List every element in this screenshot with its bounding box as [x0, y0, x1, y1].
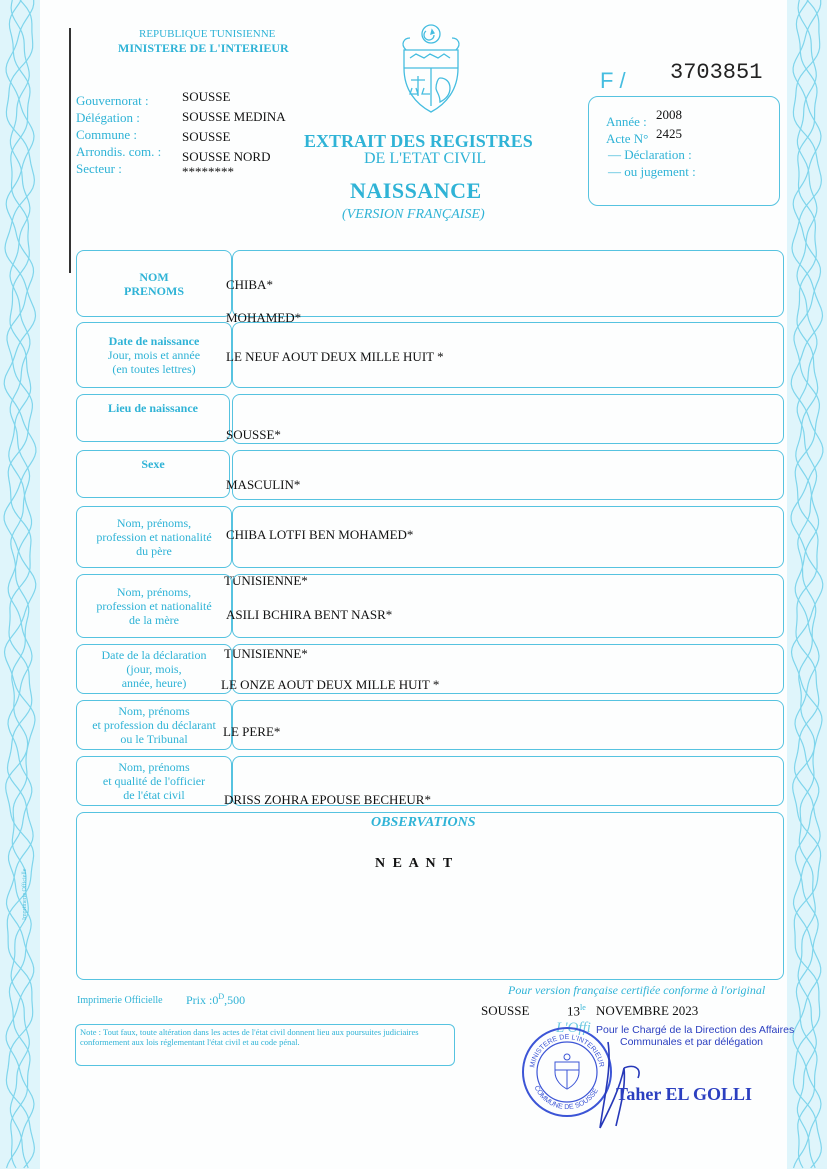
title-extrait: EXTRAIT DES REGISTRES [304, 131, 533, 151]
stamp-line-1: Pour le Chargé de la Direction des Affaires [596, 1024, 795, 1036]
nom-value: CHIBA* [226, 277, 273, 292]
declarant-label-3: ou le Tribunal [120, 732, 188, 746]
annee-label: Année : [606, 114, 647, 129]
nom-value-box [232, 250, 784, 317]
nom-label: NOM [139, 269, 169, 284]
pere-nationality-value: TUNISIENNE* [224, 573, 308, 588]
price-unit: D [218, 992, 225, 1001]
price-amount: ,500 [224, 993, 246, 1007]
signatory-name: Taher EL GOLLI [616, 1084, 753, 1104]
declarant-label-box [76, 700, 232, 750]
prenoms-label: PRENOMS [124, 283, 184, 298]
mere-label-2: profession et nationalité [96, 599, 212, 613]
lieu-value-box [232, 394, 784, 444]
legal-note: Note : Tout faux, toute altération dans les actes de l'état civil donnent lieu aux poursuites judiciaires conformement aux lois réglementant l'état civil et au code pénal. [80, 1027, 419, 1047]
date-naissance-sub1: Jour, mois et année [107, 348, 201, 362]
price-label [186, 992, 245, 1008]
republic-label: REPUBLIQUE TUNISIENNE [139, 28, 276, 40]
annee-value: 2008 [656, 107, 682, 122]
pere-label-3: du père [136, 544, 172, 558]
lieu-label: Lieu de naissance [107, 401, 198, 415]
declaration-date-label-1: Date de la déclaration [101, 648, 207, 662]
declaration-date-value: LE ONZE AOUT DEUX MILLE HUIT * [221, 677, 440, 692]
declarant-value-box [232, 700, 784, 750]
acte-label: Acte N° [606, 131, 649, 146]
pere-label-box [76, 506, 232, 568]
serial-prefix: F / [600, 68, 626, 93]
officier-label-1: Nom, prénoms [118, 760, 190, 774]
declaration-date-label-3: année, heure) [121, 676, 187, 690]
lieu-value: SOUSSE* [226, 427, 281, 442]
mere-value: ASILI BCHIRA BENT NASR* [226, 607, 393, 622]
declaration-date-label-box [76, 644, 232, 694]
observations-value: N E A N T [375, 856, 455, 871]
mere-value-box [232, 574, 784, 638]
issue-city: SOUSSE [481, 1003, 530, 1018]
nom-label-box [76, 250, 232, 317]
admin-labels [76, 92, 161, 177]
jugement-label: — ou jugement : [608, 164, 696, 179]
lieu-label-box [76, 394, 230, 442]
officier-value: DRISS ZOHRA EPOUSE BECHEUR* [224, 792, 431, 807]
seal-top-text: MINISTERE DE L'INTERIEUR [529, 1033, 605, 1069]
declaration-date-label-2: (jour, mois, [126, 662, 182, 676]
vertical-printer-text: Imprimerie Officielle [22, 868, 28, 920]
sexe-value-box [232, 450, 784, 500]
tunisia-emblem [396, 22, 466, 120]
mere-label-1: Nom, prénoms, [116, 585, 192, 599]
right-guilloche-border [787, 0, 827, 1169]
declarant-label-2: et profession du déclarant [92, 718, 216, 732]
sexe-value: MASCULIN* [226, 477, 301, 492]
sexe-label: Sexe [141, 457, 165, 471]
declarant-label-1: Nom, prénoms [118, 704, 190, 718]
arrondissement-label: Arrondis. com. : [76, 144, 162, 159]
margin-rule [69, 28, 71, 273]
observations-box [76, 812, 784, 980]
pere-value: CHIBA LOTFI BEN MOHAMED* [226, 527, 414, 542]
gouvernorat-label: Gouvernorat : [76, 93, 149, 108]
observations-title: OBSERVATIONS [371, 815, 476, 830]
officier-label-3: de l'état civil [123, 788, 185, 802]
declarant-value: LE PERE* [223, 724, 281, 739]
pere-label-2: profession et nationalité [96, 530, 212, 544]
prenoms-value: MOHAMED* [226, 310, 302, 325]
date-naissance-label: Date de naissance [108, 334, 200, 348]
issue-day [567, 1003, 586, 1019]
declaration-label: — Déclaration : [608, 147, 692, 162]
title-etat-civil: DE L'ETAT CIVIL [364, 150, 487, 167]
date-naissance-sub2: (en toutes lettres) [112, 362, 196, 376]
delegation-label: Délégation : [76, 110, 140, 125]
pere-label-1: Nom, prénoms, [116, 516, 192, 530]
ministry-label: MINISTERE DE L'INTERIEUR [118, 41, 289, 55]
title-version: (VERSION FRANÇAISE) [342, 207, 485, 222]
commune-value: SOUSSE [182, 129, 231, 144]
officier-label-2: et qualité de l'officier [102, 774, 206, 788]
mere-label-3: de la mère [129, 613, 179, 627]
issue-day-suffix: le [580, 1003, 586, 1012]
serial-number: 3703851 [670, 60, 763, 85]
acte-value: 2425 [656, 126, 682, 141]
issue-day-number: 13 [567, 1003, 580, 1019]
certified-note: Pour version française certifiée conforme à l'original [508, 983, 766, 997]
admin-values [182, 87, 286, 177]
date-naissance-label-box [76, 322, 232, 388]
issue-month-year: NOVEMBRE 2023 [596, 1003, 699, 1018]
mere-label-box [76, 574, 232, 638]
seal-bottom-text: COMMUNE DE SOUSSE [532, 1084, 600, 1112]
gouvernorat-value: SOUSSE [182, 89, 231, 104]
secteur-label: Secteur : [76, 161, 122, 176]
title-naissance: NAISSANCE [350, 178, 482, 203]
stamp-line-2: Communales et par délégation [620, 1036, 764, 1048]
officer-script-label: L'Offi [556, 1020, 591, 1036]
sexe-label-box [76, 450, 230, 498]
officier-label-box [76, 756, 232, 806]
price-prefix: Prix :0 [186, 993, 219, 1007]
left-guilloche-border [0, 0, 40, 1169]
commune-label: Commune : [76, 127, 138, 142]
date-naissance-value: LE NEUF AOUT DEUX MILLE HUIT * [226, 349, 444, 364]
secteur-value: ******** [182, 164, 234, 179]
mere-nationality-value: TUNISIENNE* [224, 646, 308, 661]
arrondissement-value: SOUSSE NORD [182, 149, 271, 164]
delegation-value: SOUSSE MEDINA [182, 109, 286, 124]
printer-label: Imprimerie Officielle [77, 995, 163, 1006]
